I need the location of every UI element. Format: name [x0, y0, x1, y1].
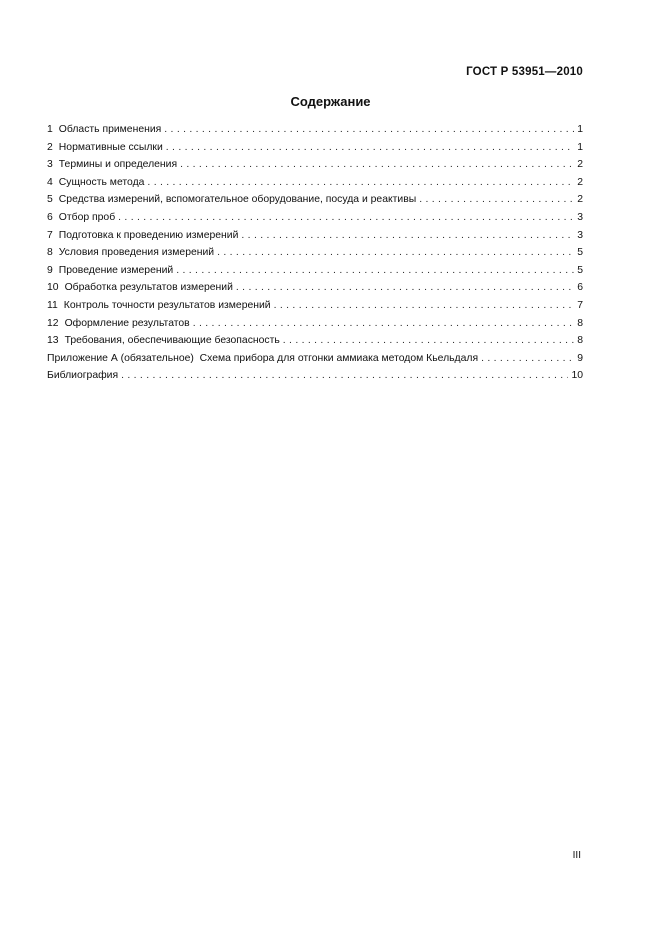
toc-entry[interactable] [47, 156, 583, 174]
dot-leader [164, 121, 574, 139]
toc-entry-label [47, 315, 193, 333]
toc-entry-page: 2 [577, 176, 583, 188]
toc-entry-text: Проведение измерений [58, 264, 174, 276]
toc-entry-number: 10 [47, 282, 59, 294]
toc-entry-page: 9 [577, 352, 583, 364]
toc-entry-page: 1 [577, 141, 583, 153]
dot-leader [193, 315, 575, 333]
toc-entry-page: 7 [577, 299, 583, 311]
toc-entry-number: 9 [47, 264, 53, 276]
toc-entry-number: 1 [47, 124, 53, 135]
toc-entry-text: Условия проведения измерений [58, 247, 215, 259]
toc-entry-text: Требования, обеспечивающие безопасность [64, 335, 280, 347]
dot-leader [217, 244, 574, 262]
toc-entry-number: 5 [47, 194, 53, 206]
toc-entry-page: 2 [577, 194, 583, 206]
toc-entry-page: 1 [577, 124, 583, 135]
dot-leader [481, 350, 574, 368]
toc-entry-page: 5 [577, 247, 583, 259]
toc-entry-label [47, 262, 176, 280]
page-number: III [572, 850, 581, 861]
toc-entry[interactable] [47, 279, 583, 297]
toc-entry-label [47, 174, 147, 192]
toc-entry-text: Нормативные ссылки [58, 141, 163, 153]
dot-leader [236, 279, 574, 297]
document-code: ГОСТ Р 53951—2010 [466, 66, 583, 78]
toc-entry[interactable] [47, 332, 583, 350]
toc-entry-label [47, 279, 236, 297]
toc-entry-page: 10 [571, 370, 583, 382]
toc-entry-label [47, 139, 166, 157]
dot-leader [283, 332, 574, 350]
toc-entry-label [47, 191, 419, 209]
toc-entry[interactable] [47, 209, 583, 227]
toc-entry[interactable] [47, 315, 583, 333]
toc-entry-number: 2 [47, 141, 53, 153]
toc-entry-label [47, 156, 180, 174]
toc-entry-number: 7 [47, 229, 53, 241]
toc-entry-appendix[interactable] [47, 350, 583, 368]
toc-entry-text: Сущность метода [58, 176, 145, 188]
toc-entry-bibliography[interactable] [47, 367, 583, 385]
toc-entry-text: Подготовка к проведению измерений [58, 229, 239, 241]
toc-entry-text: Оформление результатов [64, 317, 190, 329]
toc-entry-number: 11 [47, 299, 58, 311]
toc-entry[interactable] [47, 227, 583, 245]
dot-leader [166, 139, 574, 157]
dot-leader [274, 297, 575, 315]
toc-entry-text: Термины и определения [58, 159, 178, 171]
toc-entry-number: 12 [47, 317, 59, 329]
toc-entry-page: 6 [577, 282, 583, 294]
toc-entry-label [47, 244, 217, 262]
toc-entry-label [47, 121, 164, 139]
toc-entry-page: 3 [577, 211, 583, 223]
toc-entry-label [47, 227, 241, 245]
toc-entry[interactable] [47, 244, 583, 262]
toc-entry-page: 8 [577, 317, 583, 329]
toc-entry-page: 8 [577, 335, 583, 347]
toc-entry-text: Контроль точности результатов измерений [63, 299, 271, 311]
toc-entry[interactable] [47, 191, 583, 209]
toc-entry[interactable] [47, 297, 583, 315]
toc-entry-label [47, 209, 118, 227]
toc-entry-text: Средства измерений, вспомогательное оборудование, посуда и реактивы [58, 194, 417, 206]
toc-entry[interactable] [47, 174, 583, 192]
dot-leader [419, 191, 574, 209]
table-of-contents [47, 121, 583, 385]
toc-entry-number: 8 [47, 247, 53, 259]
toc-entry-text: Отбор проб [58, 211, 116, 223]
toc-entry-label [47, 367, 121, 385]
toc-entry[interactable] [47, 121, 583, 139]
toc-entry-page: 2 [577, 159, 583, 171]
dot-leader [241, 227, 574, 245]
toc-entry[interactable] [47, 139, 583, 157]
toc-entry-number: 6 [47, 211, 53, 223]
dot-leader [121, 367, 568, 385]
toc-entry[interactable] [47, 262, 583, 280]
toc-title: Содержание [290, 94, 371, 109]
dot-leader [176, 262, 574, 280]
toc-entry-label [47, 350, 481, 368]
toc-entry-text: Обработка результатов измерений [64, 282, 233, 294]
toc-entry-number: 3 [47, 159, 53, 171]
toc-entry-page: 5 [577, 264, 583, 276]
toc-entry-number: 4 [47, 176, 53, 188]
toc-entry-number: 13 [47, 335, 59, 347]
toc-entry-label [47, 332, 283, 350]
dot-leader [118, 209, 574, 227]
dot-leader [180, 156, 574, 174]
toc-entry-text: Область применения [58, 124, 162, 135]
toc-entry-page: 3 [577, 229, 583, 241]
toc-entry-label [47, 297, 274, 315]
toc-entry-text: Приложение А (обязательное) Схема прибора для отгонки аммиака методом Кьельдаля [47, 352, 479, 364]
toc-entry-text: Библиография [47, 370, 119, 382]
dot-leader [147, 174, 574, 192]
